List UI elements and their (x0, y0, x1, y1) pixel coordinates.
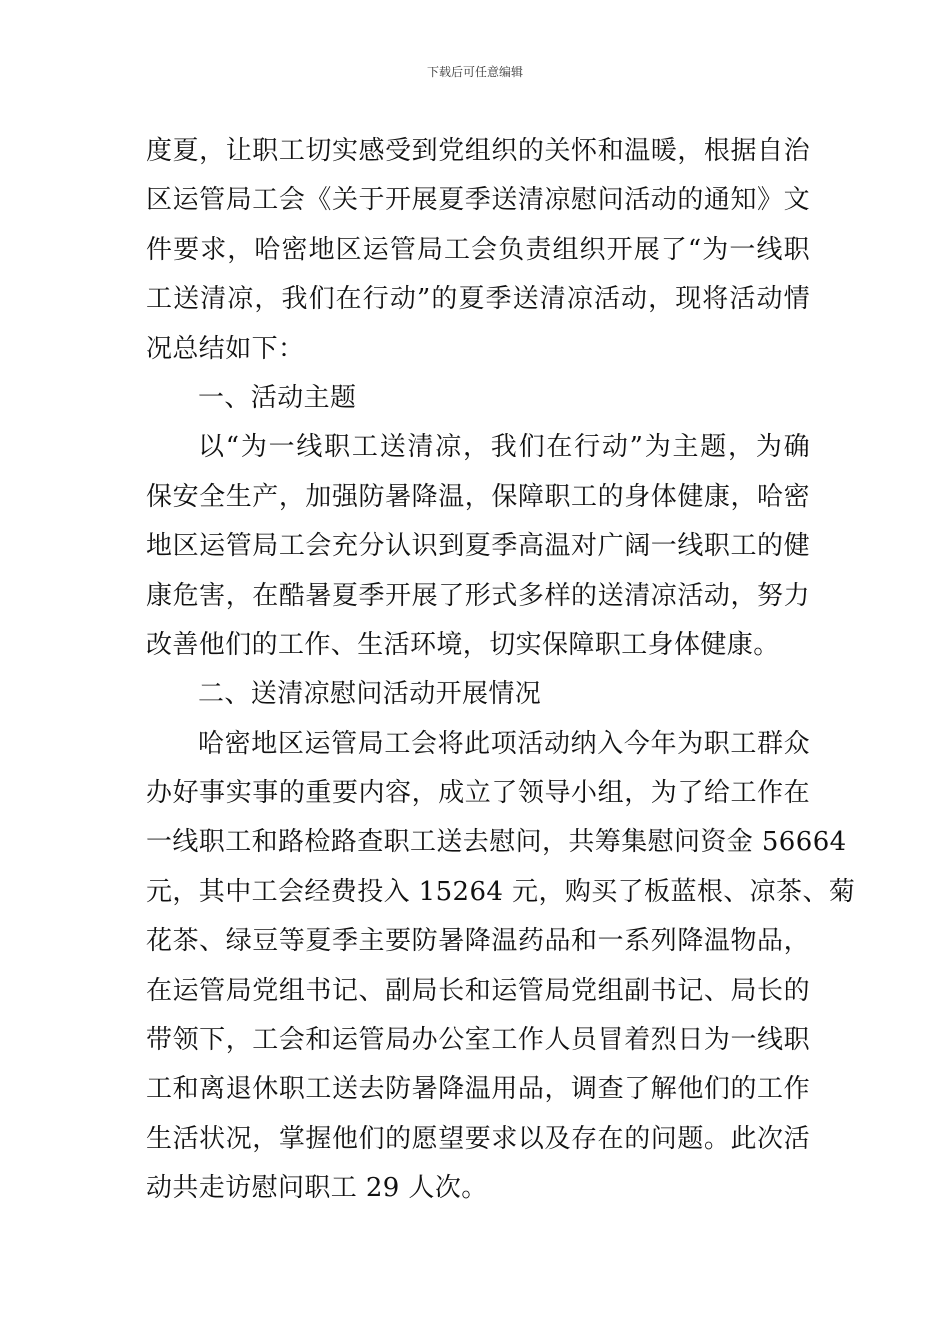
text-line: 工和离退休职工送去防暑降温用品，调查了解他们的工作 (146, 1074, 810, 1105)
text-line: 工送清凉，我们在行动”的夏季送清凉活动，现将活动情 (146, 284, 810, 315)
text-line: 件要求，哈密地区运管局工会负责组织开展了“为一线职 (146, 234, 810, 265)
text-line: 康危害，在酷暑夏季开展了形式多样的送清凉活动，努力 (146, 580, 810, 611)
text-line: 生活状况，掌握他们的愿望要求以及存在的问题。此次活 (146, 1123, 810, 1154)
text-line: 度夏，让职工切实感受到党组织的关怀和温暖，根据自治 (146, 136, 810, 166)
text-line: 办好事实事的重要内容，成立了领导小组，为了给工作在 (146, 778, 810, 809)
text-line: 以“为一线职工送清凉，我们在行动”为主题，为确 (198, 432, 810, 463)
text-line: 一线职工和路检路查职工送去慰问，共筹集慰问资金 56664 (146, 827, 847, 858)
page-header: 下载后可任意编辑 (426, 65, 523, 79)
text-line: 区运管局工会《关于开展夏季送清凉慰问活动的通知》文 (146, 185, 810, 216)
text-line: 带领下，工会和运管局办公室工作人员冒着烈日为一线职 (146, 1025, 810, 1056)
text-line: 在运管局党组书记、副局长和运管局党组副书记、局长的 (146, 975, 810, 1006)
text-line: 保安全生产，加强防暑降温，保障职工的身体健康，哈密 (146, 481, 810, 512)
section-heading: 二、送清凉慰问活动开展情况 (198, 679, 542, 710)
text-line: 改善他们的工作、生活环境，切实保障职工身体健康。 (146, 629, 780, 660)
text-line: 元，其中工会经费投入 15264 元，购买了板蓝根、凉茶、菊 (146, 876, 856, 907)
text-line: 花茶、绿豆等夏季主要防暑降温药品和一系列降温物品， (146, 926, 810, 957)
text-line: 动共走访慰问职工 29 人次。 (146, 1173, 488, 1204)
text-line: 哈密地区运管局工会将此项活动纳入今年为职工群众 (198, 728, 810, 759)
text-line: 地区运管局工会充分认识到夏季高温对广阔一线职工的健 (146, 531, 810, 562)
text-line: 况总结如下： (146, 333, 305, 364)
document-body (146, 127, 856, 1214)
section-heading: 一、活动主题 (198, 382, 357, 413)
